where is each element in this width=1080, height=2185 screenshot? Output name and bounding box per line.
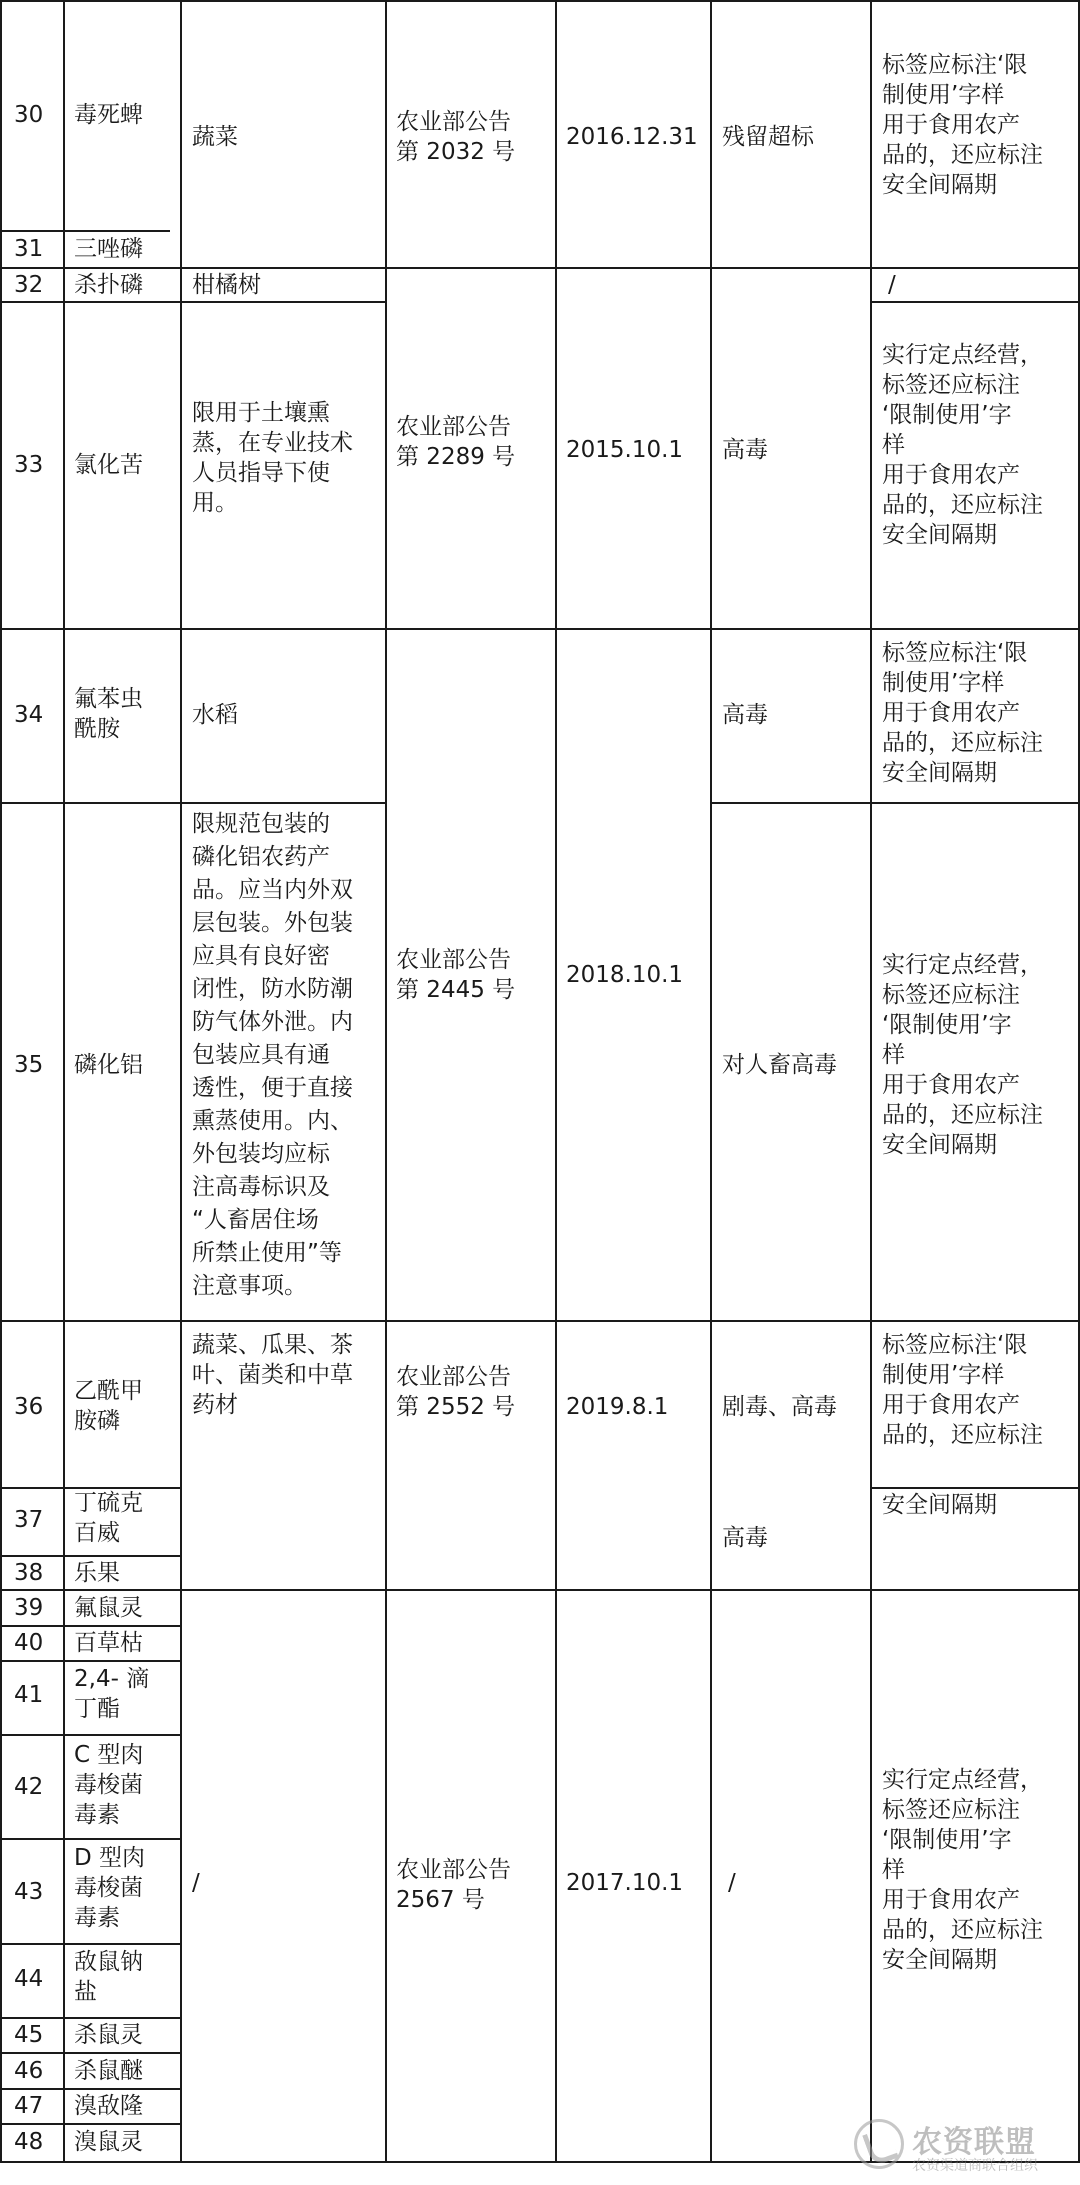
pesticide-name: 2,4- 滴 丁酯 [74, 1666, 150, 1722]
pesticide-name: 氟苯虫 酰胺 [74, 686, 143, 742]
effective-date: 2016.12.31 [566, 124, 698, 150]
grid-line [710, 802, 1080, 804]
row-number: 31 [14, 236, 44, 262]
notice-number: 农业部公告 2567 号 [396, 1857, 511, 1913]
usage-scope: 限规范包装的 磷化铝农药产 品。应当内外双 层包装。外包装 应具有良好密 闭性，防水防潮 防气体外泄。内 包装应具有通 透性，便于直接 熏蒸使用。内、 外包装均应标 注高毒标识及 “人畜居住场 所禁止使用”等 注意事项。 [192, 811, 353, 1299]
pesticide-name: 毒死蜱 [74, 102, 143, 128]
grid-line [0, 2017, 180, 2019]
restriction-reason: 高毒 [722, 702, 768, 728]
notice-number: 农业部公告 第 2552 号 [396, 1364, 516, 1420]
grid-line [0, 230, 170, 232]
row-number: 45 [14, 2022, 44, 2048]
grid-line [0, 1320, 1080, 1322]
restriction-reason: 剧毒、高毒 [722, 1394, 837, 1420]
row-number: 42 [14, 1774, 44, 1800]
grid-line [0, 1625, 180, 1627]
grid-line [0, 2052, 180, 2054]
notice-number: 农业部公告 第 2289 号 [396, 414, 516, 470]
pesticide-name: 乙酰甲 胺磷 [74, 1378, 143, 1434]
grid-line [0, 2088, 180, 2090]
pesticide-name: 磷化铝 [74, 1052, 143, 1078]
grid-line [0, 301, 385, 303]
row-number: 39 [14, 1595, 44, 1621]
row-number: 48 [14, 2129, 44, 2155]
row-number: 40 [14, 1630, 44, 1656]
usage-scope: 水稻 [192, 702, 238, 728]
control-measure: 标签应标注‘限 制使用’字样 用于食用农产 品的，还应标注 安全间隔期 [882, 52, 1043, 198]
grid-line [0, 0, 2, 2163]
grid-line [555, 0, 557, 2163]
grid-line [0, 802, 385, 804]
row-number: 47 [14, 2093, 44, 2119]
grid-line [385, 0, 387, 2163]
grid-line [0, 2123, 180, 2125]
grid-line [0, 1943, 180, 1945]
usage-scope: 蔬菜、瓜果、茶 叶、菌类和中草 药材 [192, 1332, 353, 1418]
leaf-icon [854, 2119, 904, 2169]
usage-scope: 柑橘树 [192, 272, 261, 298]
row-number: 46 [14, 2058, 44, 2084]
row-number: 37 [14, 1507, 44, 1533]
grid-line [0, 267, 1080, 269]
restriction-reason: 高毒 [722, 437, 768, 463]
restriction-reason: 残留超标 [722, 124, 814, 150]
pesticide-name: 丁硫克 百威 [74, 1490, 143, 1546]
grid-line [0, 0, 1080, 2]
grid-line [0, 1660, 180, 1662]
effective-date: 2018.10.1 [566, 962, 684, 988]
effective-date: 2015.10.1 [566, 437, 684, 463]
pesticide-name: 百草枯 [74, 1630, 143, 1656]
grid-line [0, 1589, 1080, 1591]
usage-scope: 蔬菜 [192, 124, 238, 150]
pesticide-name: 杀鼠灵 [74, 2022, 143, 2048]
restriction-reason: 对人畜高毒 [722, 1052, 837, 1078]
pesticide-name: 氯化苦 [74, 452, 143, 478]
grid-line [870, 0, 872, 2163]
grid-line [870, 301, 1080, 303]
grid-line [0, 1555, 180, 1557]
usage-scope: 限用于土壤熏 蒸，在专业技术 人员指导下使 用。 [192, 400, 353, 516]
pesticide-name: 杀鼠醚 [74, 2058, 143, 2084]
grid-line [0, 1838, 180, 1840]
control-measure: / [888, 272, 896, 298]
restriction-reason: / [728, 1870, 736, 1896]
control-measure: 标签应标注‘限 制使用’字样 用于食用农产 品的，还应标注 安全间隔期 [882, 640, 1043, 786]
grid-line [710, 0, 712, 2163]
row-number: 34 [14, 702, 44, 728]
control-measure: 实行定点经营， 标签还应标注 ‘限制使用’字 样 用于食用农产 品的，还应标注 安全间隔期 [882, 952, 1043, 1158]
row-number: 43 [14, 1879, 44, 1905]
row-number: 44 [14, 1966, 44, 1992]
pesticide-name: 氟鼠灵 [74, 1595, 143, 1621]
row-number: 41 [14, 1682, 44, 1708]
grid-line [0, 628, 1080, 630]
control-measure: 标签应标注‘限 制使用’字样 用于食用农产 品的，还应标注 [882, 1332, 1043, 1448]
pesticide-name: C 型肉 毒梭菌 毒素 [74, 1742, 144, 1828]
row-number: 38 [14, 1560, 44, 1586]
row-number: 35 [14, 1052, 44, 1078]
control-measure: 实行定点经营， 标签还应标注 ‘限制使用’字 样 用于食用农产 品的，还应标注 安全间隔期 [882, 1767, 1043, 1973]
pesticide-name: 溴敌隆 [74, 2093, 143, 2119]
grid-line [180, 0, 182, 2163]
watermark-logo [854, 2117, 1074, 2177]
pesticide-name: 乐果 [74, 1560, 120, 1586]
pesticide-name: D 型肉 毒梭菌 毒素 [74, 1845, 146, 1931]
pesticide-name: 杀扑磷 [74, 272, 143, 298]
row-number: 32 [14, 272, 44, 298]
usage-scope: / [192, 1870, 200, 1896]
control-measure: 安全间隔期 [882, 1492, 997, 1518]
watermark-subtitle: 农资渠道商联合组织 [912, 2158, 1038, 2174]
effective-date: 2019.8.1 [566, 1394, 669, 1420]
row-number: 33 [14, 452, 44, 478]
grid-line [63, 0, 65, 2163]
notice-number: 农业部公告 第 2445 号 [396, 947, 516, 1003]
pesticide-name: 三唑磷 [74, 236, 143, 262]
grid-line [0, 1734, 180, 1736]
pesticide-name: 敌鼠钠 盐 [74, 1949, 143, 2005]
row-number: 30 [14, 102, 44, 128]
effective-date: 2017.10.1 [566, 1870, 684, 1896]
watermark-title: 农资联盟 [912, 2125, 1036, 2160]
row-number: 36 [14, 1394, 44, 1420]
notice-number: 农业部公告 第 2032 号 [396, 109, 516, 165]
pesticide-name: 溴鼠灵 [74, 2129, 143, 2155]
restriction-reason: 高毒 [722, 1525, 768, 1551]
grid-line [870, 1487, 1080, 1489]
control-measure: 实行定点经营， 标签还应标注 ‘限制使用’字 样 用于食用农产 品的，还应标注 安全间隔期 [882, 342, 1043, 548]
